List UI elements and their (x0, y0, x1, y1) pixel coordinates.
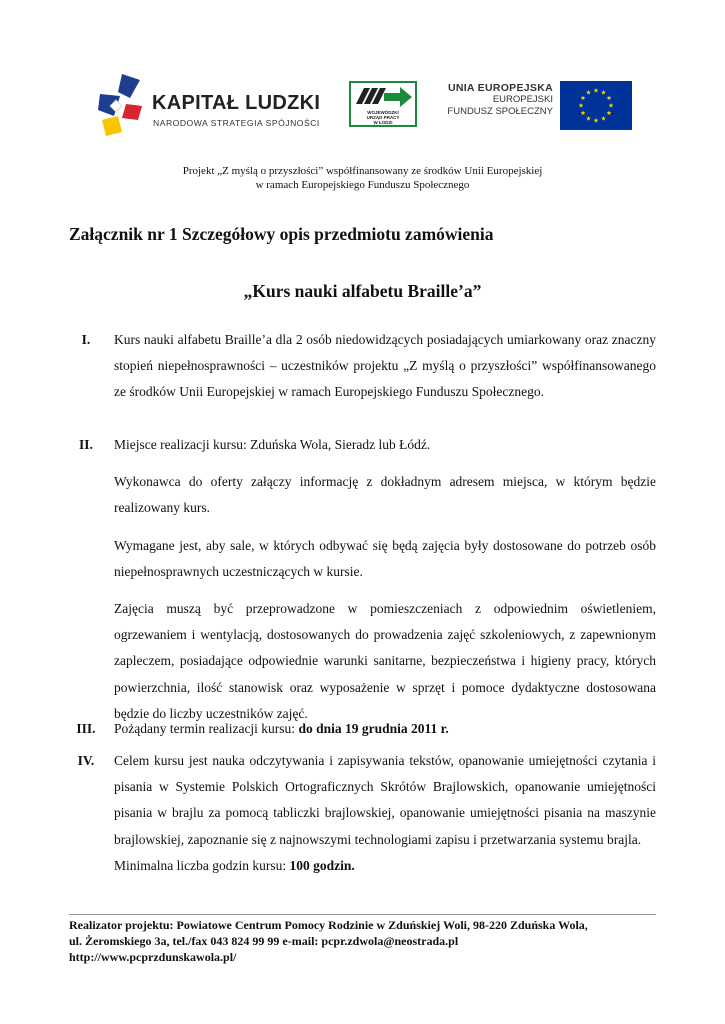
project-info (0, 164, 725, 192)
ue-efs-text (445, 82, 553, 118)
kapital-ludzki-emblem-icon (92, 70, 150, 146)
wup-line2: URZĄD PRACY (366, 115, 400, 120)
section-1-number: I. (81, 332, 91, 347)
section-4-hours-value: 100 godzin. (289, 857, 355, 873)
section-2-address-note: Wykonawca do oferty załączy informację z dokładnym adresem miejsca, w którym będzie realizowany kurs. (114, 474, 656, 516)
section-1-text: Kurs nauki alfabetu Braille’a dla 2 osób niedowidzących posiadających umiarkowany oraz znaczny stopień niepełnosprawności – uczestników projektu „Z myślą o przyszłości” współfinansowanego ze środków Unii Europejskiej w ramach Europejskiego Funduszu Społecznego. (114, 332, 656, 400)
attachment-heading: Załącznik nr 1 Szczegółowy opis przedmiotu zamówienia (69, 224, 494, 244)
wup-lodz-logo (349, 81, 417, 127)
wup-line3: W ŁODZI (373, 120, 393, 125)
ue-sub2: FUNDUSZ SPOŁECZNY (447, 106, 553, 117)
wup-arrow-icon (352, 84, 416, 110)
footer-line-1: Realizator projektu: Powiatowe Centrum Pomocy Rodzinie w Zduńskiej Woli, 98-220 Zduńska Wola, (69, 918, 588, 932)
footer-line-2: ul. Żeromskiego 3a, tel./fax 043 824 99 99 e-mail: pcpr.zdwola@neostrada.pl (69, 934, 459, 948)
project-line-1: Projekt „Z myślą o przyszłości” współfinansowany ze środków Unii Europejskiej (182, 165, 543, 177)
section-4-goals: Celem kursu jest nauka odczytywania i zapisywania tekstów, opanowanie umiejętności czytania i pisania w Systemie Polskich Ortograficznych Skrótów Brajlowskich, opanowanie umiejętności pisania w brajlu za pomocą tabliczki brajlowskiej, opanowanie umiejętności pisania na maszynie brajlowskiej, zapoznanie się z najnowszymi technologiami zapisu i przetwarzania systemu brajla. (114, 753, 656, 847)
section-2-rooms-requirement: Wymagane jest, aby sale, w których odbywać się będą zajęcia były dostosowane do potrzeb osób niepełnosprawnych uczestniczących w kursie. (114, 537, 656, 579)
section-4-number: IV. (77, 753, 95, 768)
logos-bar (0, 68, 725, 148)
footer (69, 917, 669, 965)
section-2-location: Miejsce realizacji kursu: Zduńska Wola, Sieradz lub Łódź. (114, 437, 431, 452)
section-4-hours (114, 853, 656, 879)
ue-title: UNIA EUROPEJSKA (447, 82, 553, 94)
kapital-ludzki-logo (92, 70, 322, 146)
ue-sub1: EUROPEJSKI (492, 94, 553, 105)
kapital-ludzki-subtitle: NARODOWA STRATEGIA SPÓJNOŚCI (153, 118, 320, 128)
section-4-hours-label: Minimalna liczba godzin kursu: (114, 857, 290, 873)
eu-flag-icon (560, 81, 632, 130)
section-2-number: II. (79, 437, 93, 452)
kapital-ludzki-title: KAPITAŁ LUDZKI (152, 92, 321, 114)
section-3-text (114, 716, 656, 742)
section-3-number: III. (76, 721, 96, 736)
wup-line1: WOJEWÓDZKI (367, 110, 399, 115)
footer-divider (69, 914, 656, 915)
section-4-body (114, 748, 656, 879)
section-3-deadline: do dnia 19 grudnia 2011 r. (298, 721, 449, 736)
course-heading: „Kurs nauki alfabetu Braille’a” (243, 281, 482, 301)
wup-text (351, 110, 415, 125)
section-3-label: Pożądany termin realizacji kursu: (114, 721, 299, 736)
project-line-2: w ramach Europejskiego Funduszu Społecznego (255, 179, 470, 191)
footer-line-3: http://www.pcprzdunskawola.pl/ (69, 950, 237, 964)
section-2-body (114, 432, 656, 727)
section-2-conditions: Zajęcia muszą być przeprowadzone w pomieszczeniach z odpowiednim oświetleniem, ogrzewaniem i wentylacją, dostosowanych do prowadzenia zajęć szkoleniowych, z zapewnionym zapleczem, posiadające odpowiednie warunki sanitarne, bezpieczeństwa i higieny pracy, których powierzchnia, ilość stanowisk oraz wyposażenie w sprzęt i pomoce dydaktyczne dostosowana będzie do liczby uczestników zajęć. (114, 601, 656, 721)
